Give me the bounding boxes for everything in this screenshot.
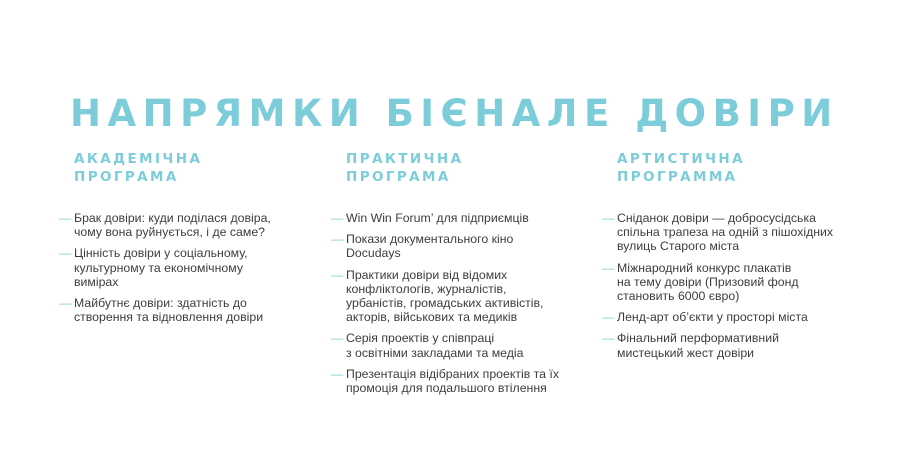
list-item bbox=[331, 267, 596, 325]
dash-bullet: — bbox=[59, 246, 72, 261]
item-text-line: вимірах bbox=[74, 274, 119, 289]
item-text-line: вулиць Старого міста bbox=[617, 239, 740, 254]
list-item bbox=[331, 366, 596, 396]
dash-bullet: — bbox=[331, 267, 344, 282]
item-text-line: Цінність довіри у соціальному, bbox=[74, 246, 248, 261]
list-item bbox=[59, 296, 324, 325]
item-text-line: Міжнародний конкурс плакатів bbox=[617, 260, 792, 275]
item-list bbox=[602, 211, 867, 360]
column-academic-program bbox=[59, 150, 324, 331]
heading-line: ПРАКТИЧНА bbox=[346, 151, 464, 167]
dash-bullet: — bbox=[59, 296, 72, 311]
dash-bullet: — bbox=[331, 211, 344, 225]
list-item bbox=[602, 331, 867, 360]
item-text-line: Серія проектів у співпраці bbox=[346, 331, 495, 346]
item-text-line: Win Win Forum’ для підприємців bbox=[346, 211, 529, 225]
list-item bbox=[602, 260, 867, 304]
item-text-line: конфліктологів, журналістів, bbox=[346, 281, 507, 296]
dash-bullet: — bbox=[602, 310, 615, 325]
dash-bullet: — bbox=[331, 366, 344, 381]
item-text-line: Ленд-арт об’єкти у просторі міста bbox=[617, 310, 808, 325]
list-item bbox=[331, 232, 596, 261]
list-item bbox=[59, 211, 324, 240]
dash-bullet: — bbox=[59, 211, 72, 225]
item-text-line: з освітніми закладами та медіа bbox=[346, 345, 524, 360]
item-text-line: урбаністів, громадських активістів, bbox=[346, 296, 544, 311]
item-text-line: створення та відновлення довіри bbox=[74, 310, 264, 325]
item-text-line: мистецький жест довіри bbox=[617, 345, 755, 360]
heading-line: ПРОГРАМА bbox=[346, 169, 451, 185]
item-text-line: культурному та економічному bbox=[74, 260, 243, 275]
dash-bullet: — bbox=[331, 232, 344, 247]
dash-bullet: — bbox=[602, 211, 615, 225]
column-heading bbox=[74, 150, 324, 186]
heading-line: ПРОГРАМА bbox=[74, 169, 179, 185]
list-item bbox=[59, 246, 324, 289]
item-text-line: Брак довіри: куди поділася довіра, bbox=[74, 211, 271, 225]
item-list bbox=[59, 211, 324, 325]
heading-line: АРТИСТИЧНА bbox=[617, 151, 745, 167]
item-text-line: на тему довіри (Призовий фонд bbox=[617, 274, 799, 289]
column-practical-program bbox=[331, 150, 596, 402]
heading-line: ПРОГРАММА bbox=[617, 169, 738, 185]
item-text-line: Docudays bbox=[346, 246, 401, 261]
item-text-line: спільна трапеза на одній з пішохідних bbox=[617, 225, 834, 240]
list-item bbox=[331, 211, 596, 225]
column-artistic-program bbox=[602, 150, 867, 367]
item-text-line: Практики довіри від відомих bbox=[346, 267, 508, 282]
item-text-line: становить 6000 євро) bbox=[617, 289, 740, 304]
item-text-line: Презентація відібраних проектів та їх bbox=[346, 366, 559, 381]
item-text-line: Фінальний перформативний bbox=[617, 331, 779, 346]
page-title: НАПРЯМКИ БІЄНАЛЕ ДОВІРИ bbox=[70, 91, 839, 135]
column-heading bbox=[617, 150, 867, 186]
item-text-line: чому вона руйнується, і де саме? bbox=[74, 225, 265, 240]
item-text-line: Покази документального кіно bbox=[346, 232, 514, 247]
dash-bullet: — bbox=[602, 260, 615, 275]
column-heading bbox=[346, 150, 596, 186]
dash-bullet: — bbox=[602, 331, 615, 346]
list-item bbox=[331, 331, 596, 360]
item-text-line: промоція для подальшого втілення bbox=[346, 381, 547, 396]
dash-bullet: — bbox=[331, 331, 344, 346]
list-item bbox=[602, 211, 867, 254]
list-item bbox=[602, 310, 867, 325]
item-list bbox=[331, 211, 596, 396]
heading-line: АКАДЕМІЧНА bbox=[74, 151, 203, 167]
item-text-line: Майбутнє довіри: здатність до bbox=[74, 296, 247, 311]
item-text-line: Сніданок довіри — добросусідська bbox=[617, 211, 816, 225]
item-text-line: акторів, військових та медиків bbox=[346, 310, 518, 325]
